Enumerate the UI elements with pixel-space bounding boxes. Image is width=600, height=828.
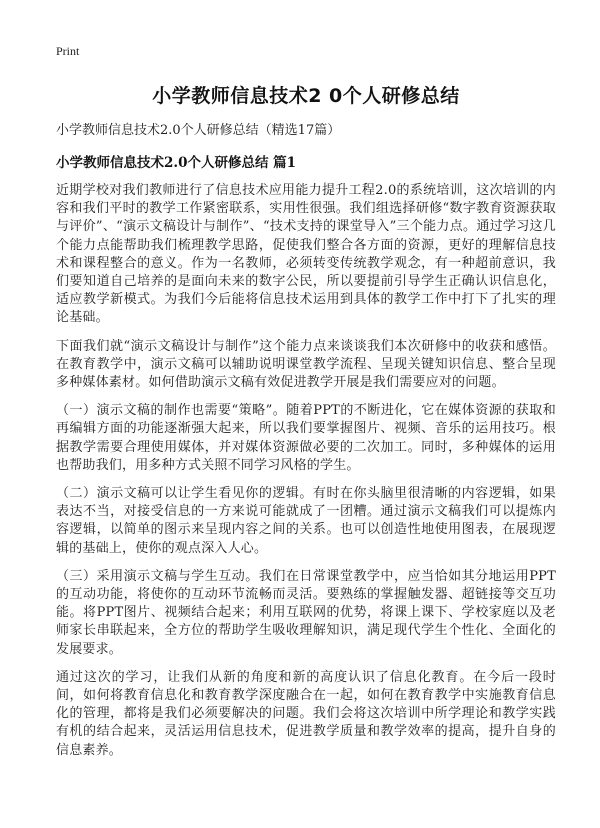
- paragraph-capability-point: 下面我们就“演示文稿设计与制作”这个能力点来谈谈我们本次研修中的收获和感悟。在教育教学中，演示文稿可以辅助说明课堂教学流程、呈现关键知识信息、整合呈现多种媒体素材。如何借助演示文稿有效促进教学开展是我们需要应对的问题。: [56, 338, 556, 391]
- paragraph-point-two: （二）演示文稿可以让学生看见你的逻辑。有时在你头脑里很清晰的内容逻辑，如果表达不当，对接受信息的一方来说可能就成了一团糟。通过演示文稿我们可以提炼内容逻辑，以简单的图示来呈现内容之间的关系。也可以创造性地使用图表，在展现逻辑的基础上，使你的观点深入人心。: [56, 486, 556, 556]
- document-subtitle: 小学教师信息技术2.0个人研修总结（精选17篇）: [56, 123, 341, 138]
- paragraph-conclusion: 通过这次的学习，让我们从新的角度和新的高度认识了信息化教育。在今后一段时间，如何将教育信息化和教育教学深度融合在一起，如何在教育教学中实施教育信息化的管理，都将是我们必须要解决的问题。我们会将这次培训中所学理论和教学实践有机的结合起来，灵活运用信息技术，促进教学质量和教学效率的提高，提升自身的信息素养。: [56, 669, 556, 758]
- print-label: Print: [56, 44, 80, 58]
- document-title: 小学教师信息技术2 0个人研修总结: [152, 85, 460, 107]
- section-heading: 小学教师信息技术2.0个人研修总结 篇1: [56, 155, 297, 171]
- paragraph-point-one: （一）演示文稿的制作也需要“策略”。随着PPT的不断进化，它在媒体资源的获取和再编辑方面的功能逐渐强大起来，所以我们要掌握图片、视频、音乐的运用技巧。根据教学需要合理使用媒体，并对媒体资源做必要的二次加工。同时，多种媒体的运用也帮助我们，用多种方式关照不同学习风格的学生。: [56, 403, 556, 473]
- paragraph-point-three: （三）采用演示文稿与学生互动。我们在日常课堂教学中，应当恰如其分地运用PPT的互动功能，将使你的互动环节流畅而灵活。要熟练的掌握触发器、超链接等交互功能。将PPT图片、视频结合起来；利用互联网的优势，将课上课下、学校家庭以及老师家长串联起来，全方位的帮助学生吸收理解知识，满足现代学生个性化、全面化的发展要求。: [56, 568, 556, 657]
- paragraph-intro: 近期学校对我们教师进行了信息技术应用能力提升工程2.0的系统培训，这次培训的内容和我们平时的教学工作紧密联系，实用性很强。我们组选择研修“数字教育资源获取与评价”、“演示文稿设计与制作”、“技术支持的课堂导入”三个能力点。通过学习这几个能力点能帮助我们梳理教学思路，促使我们整合各方面的资源，更好的理解信息技术和课程整合的意义。作为一名教师，必须转变传统教学观念，有一种超前意识，我们要知道自己培养的是面向未来的数字公民，所以要提前引导学生正确认识信息化，适应教学新模式。为我们今后能将信息技术运用到具体的教学工作中打下了扎实的理论基础。: [56, 183, 556, 326]
